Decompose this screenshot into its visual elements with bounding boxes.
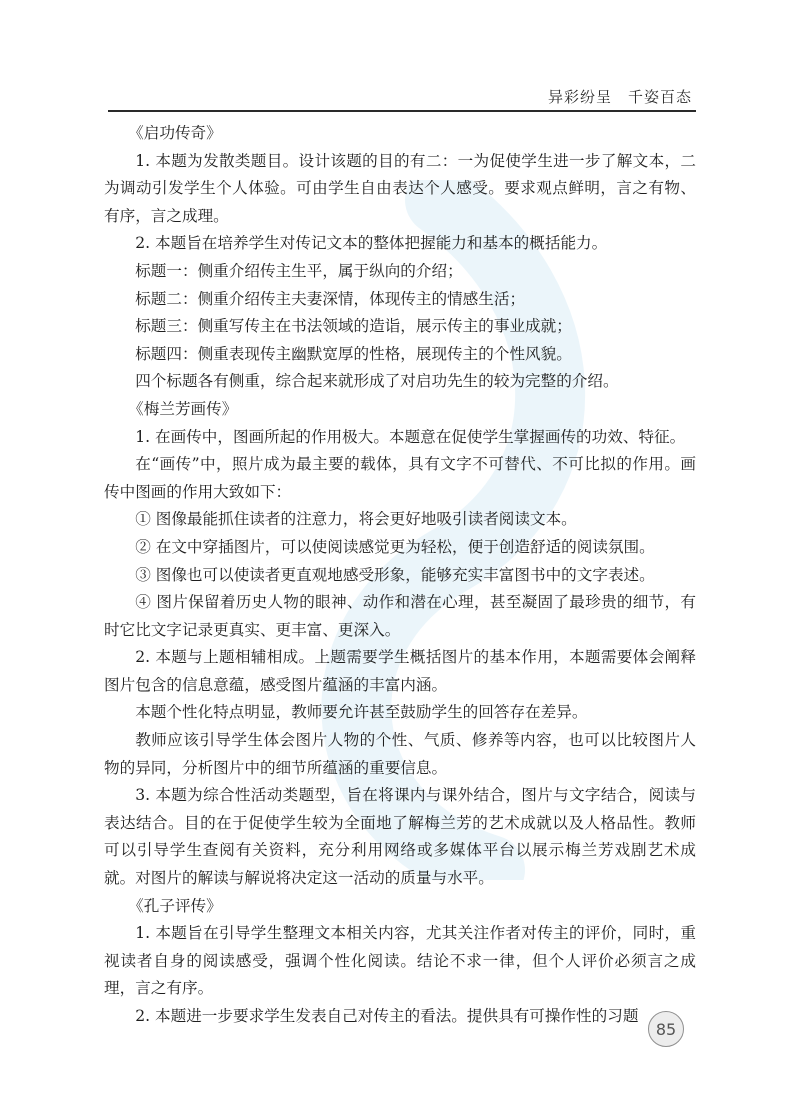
running-title: 异彩纷呈 千姿百态	[547, 88, 692, 106]
paragraph: ④ 图片保留着历史人物的眼神、动作和潜在心理，甚至凝固了最珍贵的细节，有时它比文字记录更真实、更丰富、更深入。	[104, 593, 696, 639]
paragraph: 1. 在画传中，图画所起的作用极大。本题意在促使学生掌握画传的功效、特征。	[135, 427, 686, 446]
paragraph: 四个标题各有侧重，综合起来就形成了对启功先生的较为完整的介绍。	[135, 372, 619, 391]
paragraph: 教师应该引导学生体会图片人物的个性、气质、修养等内容，也可以比较图片人物的异同，分析图片中的细节所蕴涵的重要信息。	[104, 731, 696, 777]
paragraph: 3. 本题为综合性活动类题型，旨在将课内与课外结合，图片与文字结合，阅读与表达结合。目的在于促使学生较为全面地了解梅兰芳的艺术成就以及人格品性。教师可以引导学生查阅有关资料，充分利用网络或多媒体平台以展示梅兰芳戏剧艺术成就。对图片的解读与解说将决定这一活动的质量与水平。	[104, 786, 696, 888]
paragraph: ① 图像最能抓住读者的注意力，将会更好地吸引读者阅读文本。	[135, 510, 577, 529]
paragraph: 标题一：侧重介绍传主生平，属于纵向的介绍；	[135, 261, 463, 280]
paragraph: 本题个性化特点明显，教师要允许甚至鼓励学生的回答存在差异。	[135, 703, 588, 722]
paragraph: 1. 本题旨在引导学生整理文本相关内容，尤其关注作者对传主的评价，同时，重视读者自身的阅读感受，强调个性化阅读。结论不求一律，但个人评价必须言之成理，言之有序。	[104, 924, 696, 998]
paragraph: 标题三：侧重写传主在书法领域的造诣，展示传主的事业成就；	[135, 317, 572, 336]
section-title: 《启功传奇》	[128, 124, 222, 142]
paragraph: 标题二：侧重介绍传主夫妻深情，体现传主的情感生活；	[135, 289, 526, 308]
page-body	[104, 120, 696, 1031]
paragraph: 标题四：侧重表现传主幽默宽厚的性格，展现传主的个性风貌。	[135, 344, 572, 363]
paragraph: 2. 本题与上题相辅相成。上题需要学生概括图片的基本作用，本题需要体会阐释图片包含的信息意蕴，感受图片蕴涵的丰富内涵。	[104, 648, 696, 694]
section-title: 《梅兰芳画传》	[128, 399, 238, 418]
paragraph: ③ 图像也可以使读者更直观地感受形象，能够充实丰富图书中的文字表述。	[135, 565, 655, 584]
paragraph: 在“画传”中，照片成为最主要的载体，具有文字不可替代、不可比拟的作用。画传中图画的作用大致如下：	[104, 455, 696, 501]
section-title: 《孔子评传》	[128, 896, 222, 915]
paragraph: 2. 本题进一步要求学生发表自己对传主的看法。提供具有可操作性的习题	[135, 1007, 639, 1025]
paragraph: 1. 本题为发散类题目。设计该题的目的有二：一为促使学生进一步了解文本，二为调动引发学生个人体验。可由学生自由表达个人感受。要求观点鲜明，言之有物、有序，言之成理。	[104, 151, 696, 225]
page-number: 85	[648, 1011, 684, 1047]
paragraph: ② 在文中穿插图片，可以使阅读感觉更为轻松，便于创造舒适的阅读氛围。	[135, 537, 655, 556]
paragraph: 2. 本题旨在培养学生对传记文本的整体把握能力和基本的概括能力。	[135, 234, 608, 253]
page-header	[108, 84, 696, 112]
